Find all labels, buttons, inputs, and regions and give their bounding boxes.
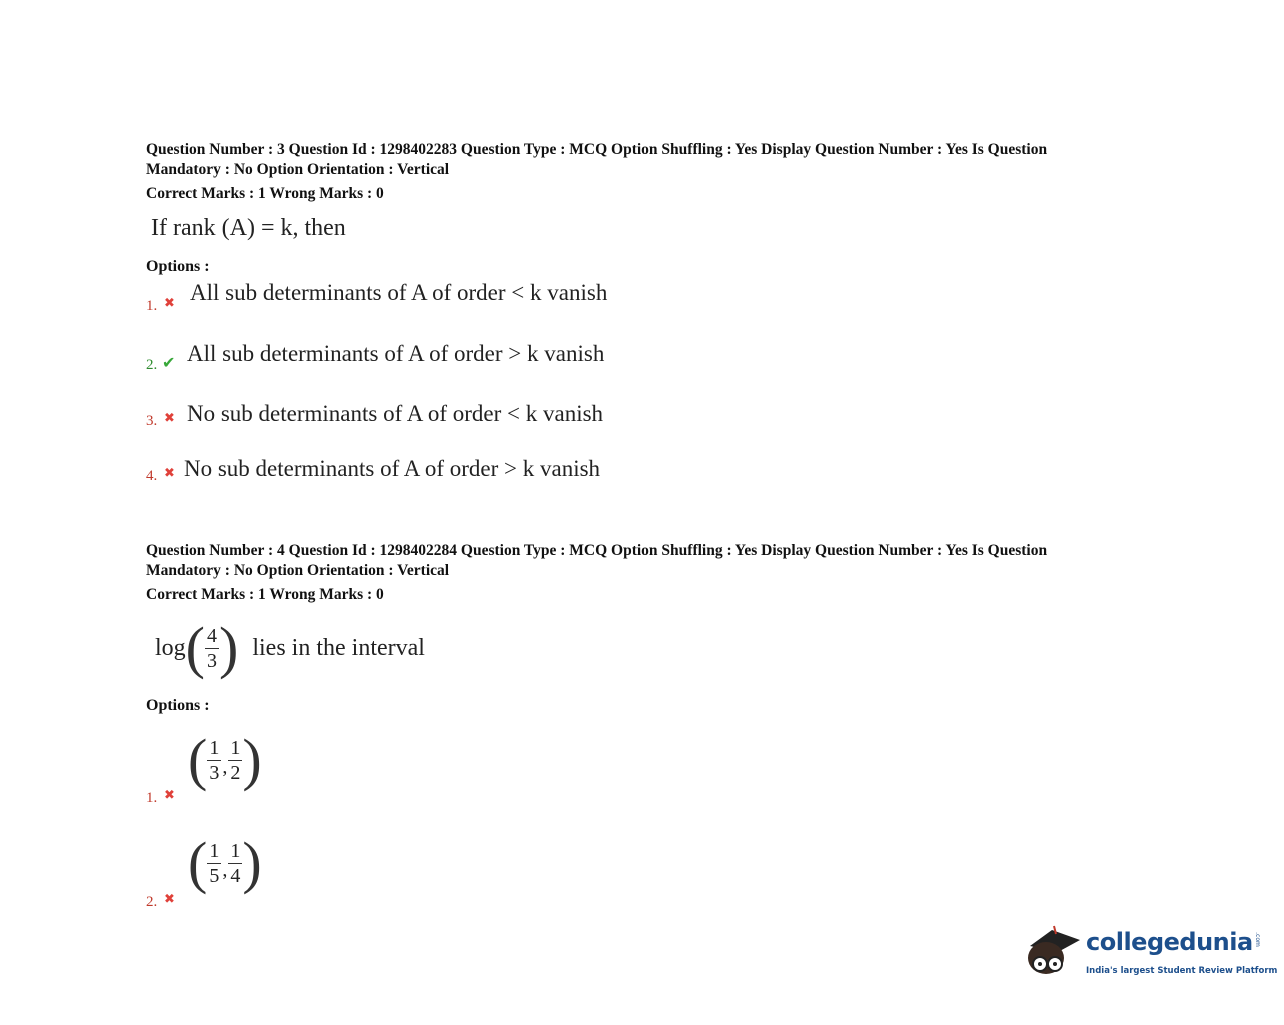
q4-options-label: Options : (146, 697, 210, 714)
fraction (228, 839, 242, 888)
mascot-icon (1022, 918, 1086, 988)
fraction-numerator: 1 (209, 839, 220, 862)
log-label: log (155, 634, 186, 661)
cross-icon: ✖ (164, 892, 175, 907)
q3-stem: If rank (A) = k, then (151, 215, 346, 241)
option-interval (188, 727, 262, 792)
option-interval (188, 830, 262, 895)
fraction (205, 624, 219, 673)
paren-open: ( (185, 615, 205, 680)
option-text: All sub determinants of A of order > k vanish (187, 341, 605, 366)
cross-icon: ✖ (164, 296, 175, 311)
option-text: No sub determinants of A of order > k vanish (184, 456, 601, 481)
paren-open: ( (188, 830, 208, 895)
paren-close: ) (219, 615, 239, 680)
cross-icon: ✖ (164, 466, 175, 481)
cross-icon: ✖ (164, 411, 175, 426)
q3-meta-line2: Mandatory : No Option Orientation : Vertical (146, 161, 450, 178)
fraction (228, 736, 242, 785)
fraction-denominator: 4 (230, 864, 241, 887)
fraction-denominator: 2 (230, 761, 241, 784)
q3-options-label: Options : (146, 258, 210, 275)
option-number: 2. (146, 894, 158, 910)
q3-meta-line1: Question Number : 3 Question Id : 1298402283 Question Type : MCQ Option Shuffling : Yes Display Question Number : Yes Is Question (146, 141, 1048, 158)
q4-meta-line2: Mandatory : No Option Orientation : Vertical (146, 562, 450, 579)
q4-marks: Correct Marks : 1 Wrong Marks : 0 (146, 586, 384, 603)
option-text: No sub determinants of A of order < k vanish (187, 401, 604, 426)
comma: , (222, 755, 228, 778)
logo-wordmark: collegedunia (1086, 928, 1253, 956)
q4-meta-line1: Question Number : 4 Question Id : 1298402284 Question Type : MCQ Option Shuffling : Yes Display Question Number : Yes Is Question (146, 542, 1048, 559)
fraction-numerator: 4 (207, 624, 217, 647)
option-number: 1. (146, 298, 158, 314)
check-icon: ✔ (162, 353, 176, 372)
fraction-denominator: 3 (209, 761, 220, 784)
option-text: All sub determinants of A of order < k vanish (190, 280, 608, 305)
option-number: 3. (146, 413, 158, 429)
logo-tagline: India's largest Student Review Platform (1086, 966, 1278, 976)
fraction (207, 736, 221, 785)
paren-close: ) (242, 727, 262, 792)
cross-icon: ✖ (164, 788, 175, 803)
option-number: 2. (146, 357, 158, 373)
comma: , (222, 858, 228, 881)
fraction-denominator: 5 (209, 864, 220, 887)
option-number: 4. (146, 468, 158, 484)
fraction (207, 839, 221, 888)
q4-stem (155, 615, 425, 680)
fraction-numerator: 1 (230, 839, 241, 862)
paren-open: ( (188, 727, 208, 792)
fraction-numerator: 1 (209, 736, 220, 759)
fraction-numerator: 1 (230, 736, 241, 759)
collegedunia-logo (1022, 918, 1278, 988)
q3-marks: Correct Marks : 1 Wrong Marks : 0 (146, 185, 384, 202)
option-number: 1. (146, 790, 158, 806)
stem-suffix: lies in the interval (252, 634, 425, 661)
logo-domain: .com (1253, 932, 1261, 947)
fraction-denominator: 3 (207, 649, 217, 672)
paren-close: ) (242, 830, 262, 895)
